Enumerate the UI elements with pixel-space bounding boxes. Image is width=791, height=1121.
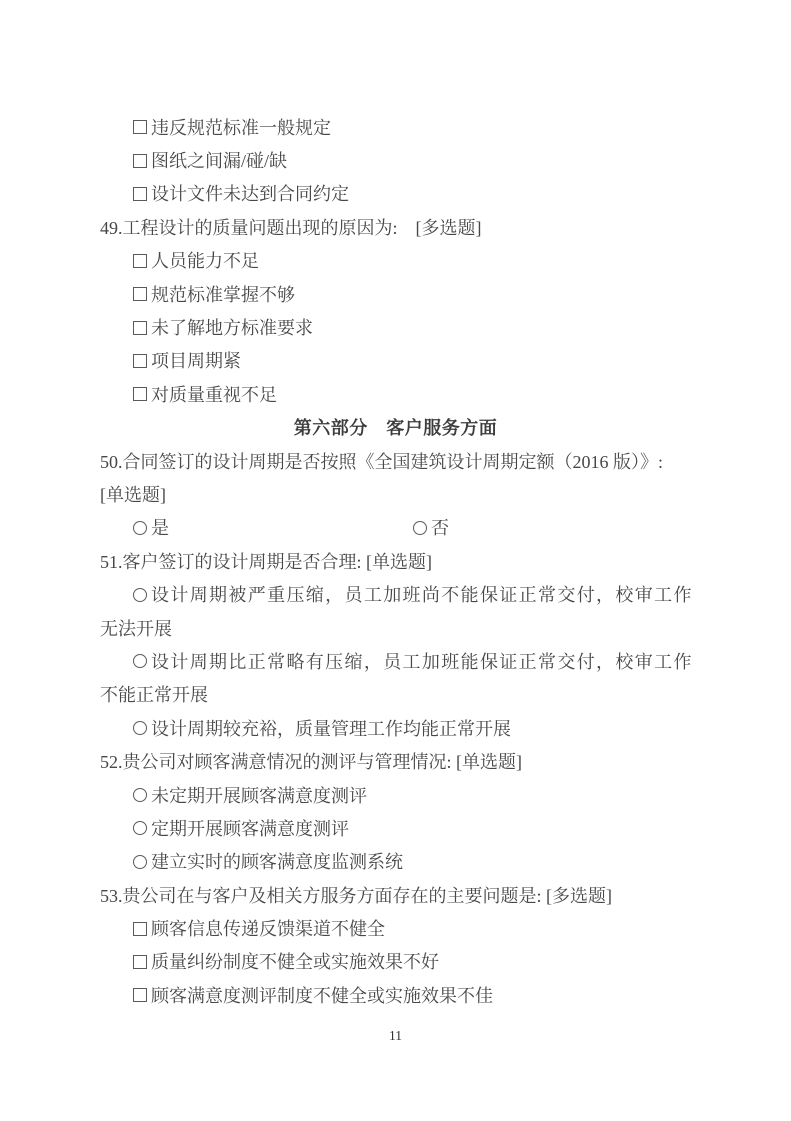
- radio-option[interactable]: [100, 644, 691, 677]
- checkbox-option[interactable]: [100, 945, 691, 978]
- question-text: 50.合同签订的设计周期是否按照《全国建筑设计周期定额（2016 版）》:: [100, 451, 663, 472]
- checkbox-option[interactable]: [100, 143, 691, 176]
- radio-icon[interactable]: [133, 821, 147, 835]
- option-label: 定期开展顾客满意度测评: [151, 818, 349, 839]
- page-number: 11: [389, 1028, 402, 1043]
- question-text: 52.贵公司对顾客满意情况的测评与管理情况: [单选题]: [100, 752, 522, 773]
- option-label: 图纸之间漏/碰/缺: [151, 151, 288, 172]
- radio-icon[interactable]: [133, 855, 147, 869]
- checkbox-icon[interactable]: [133, 988, 147, 1002]
- radio-icon[interactable]: [133, 721, 147, 735]
- option-label: 设计周期比正常略有压缩，员工加班能保证正常交付，校审工作: [151, 651, 693, 672]
- option-label: 未了解地方标准要求: [151, 318, 313, 339]
- checkbox-icon[interactable]: [133, 287, 147, 301]
- radio-option[interactable]: [100, 811, 691, 844]
- radio-icon[interactable]: [133, 521, 147, 535]
- question-51-title: [100, 544, 691, 577]
- radio-option[interactable]: [133, 514, 169, 540]
- question-text: 53.贵公司在与客户及相关方服务方面存在的主要问题是: [多选题]: [100, 885, 612, 906]
- checkbox-option[interactable]: [100, 110, 691, 143]
- option-label: 设计文件未达到合同约定: [151, 184, 349, 205]
- radio-option[interactable]: [100, 711, 691, 744]
- section-title-text: 第六部分 客户服务方面: [293, 418, 498, 439]
- option-label: 规范标准掌握不够: [151, 284, 295, 305]
- option-label: 设计周期较充裕，质量管理工作均能正常开展: [151, 718, 511, 739]
- option-label: 顾客满意度测评制度不健全或实施效果不佳: [151, 985, 493, 1006]
- checkbox-icon[interactable]: [133, 154, 147, 168]
- question-53-title: [100, 878, 691, 911]
- radio-icon[interactable]: [133, 788, 147, 802]
- question-50-type: [100, 477, 691, 510]
- checkbox-option[interactable]: [100, 911, 691, 944]
- option-label: 是: [151, 518, 169, 539]
- checkbox-icon[interactable]: [133, 321, 147, 335]
- option-label: 否: [431, 518, 449, 539]
- checkbox-option[interactable]: [100, 377, 691, 410]
- checkbox-option[interactable]: [100, 177, 691, 210]
- radio-icon[interactable]: [413, 521, 427, 535]
- option-label: 人员能力不足: [151, 251, 259, 272]
- question-text: 51.客户签订的设计周期是否合理: [单选题]: [100, 551, 432, 572]
- checkbox-icon[interactable]: [133, 120, 147, 134]
- checkbox-icon[interactable]: [133, 922, 147, 936]
- option-label: 设计周期被严重压缩，员工加班尚不能保证正常交付，校审工作: [151, 585, 693, 606]
- option-label: 建立实时的顾客满意度监测系统: [151, 852, 403, 873]
- radio-option[interactable]: [413, 514, 449, 540]
- question-49-title: [100, 210, 691, 243]
- checkbox-option[interactable]: [100, 344, 691, 377]
- checkbox-option[interactable]: [100, 310, 691, 343]
- option-label: 无法开展: [100, 618, 172, 639]
- question-52-title: [100, 744, 691, 777]
- option-label: 未定期开展顾客满意度测评: [151, 785, 367, 806]
- radio-option[interactable]: [100, 778, 691, 811]
- checkbox-option[interactable]: [100, 244, 691, 277]
- option-label-continuation: [100, 611, 691, 644]
- checkbox-option[interactable]: [100, 978, 691, 1011]
- checkbox-icon[interactable]: [133, 955, 147, 969]
- checkbox-icon[interactable]: [133, 187, 147, 201]
- checkbox-icon[interactable]: [133, 387, 147, 401]
- question-50-title: [100, 444, 691, 477]
- checkbox-option[interactable]: [100, 277, 691, 310]
- option-label-continuation: [100, 678, 691, 711]
- option-label: 顾客信息传递反馈渠道不健全: [151, 919, 385, 940]
- question-text: 49.工程设计的质量问题出现的原因为: [多选题]: [100, 217, 482, 238]
- section-title: [100, 411, 691, 444]
- option-label: 质量纠纷制度不健全或实施效果不好: [151, 952, 439, 973]
- yes-no-options-row: [100, 511, 691, 544]
- radio-option[interactable]: [100, 845, 691, 878]
- option-label: 违反规范标准一般规定: [151, 117, 331, 138]
- radio-icon[interactable]: [133, 588, 147, 602]
- question-type-label: [单选题]: [100, 484, 166, 505]
- option-label: 项目周期紧: [151, 351, 241, 372]
- page-content: [100, 110, 691, 1012]
- checkbox-icon[interactable]: [133, 354, 147, 368]
- radio-option[interactable]: [100, 577, 691, 610]
- checkbox-icon[interactable]: [133, 254, 147, 268]
- option-label: 对质量重视不足: [151, 384, 277, 405]
- radio-icon[interactable]: [133, 654, 147, 668]
- option-label: 不能正常开展: [100, 685, 208, 706]
